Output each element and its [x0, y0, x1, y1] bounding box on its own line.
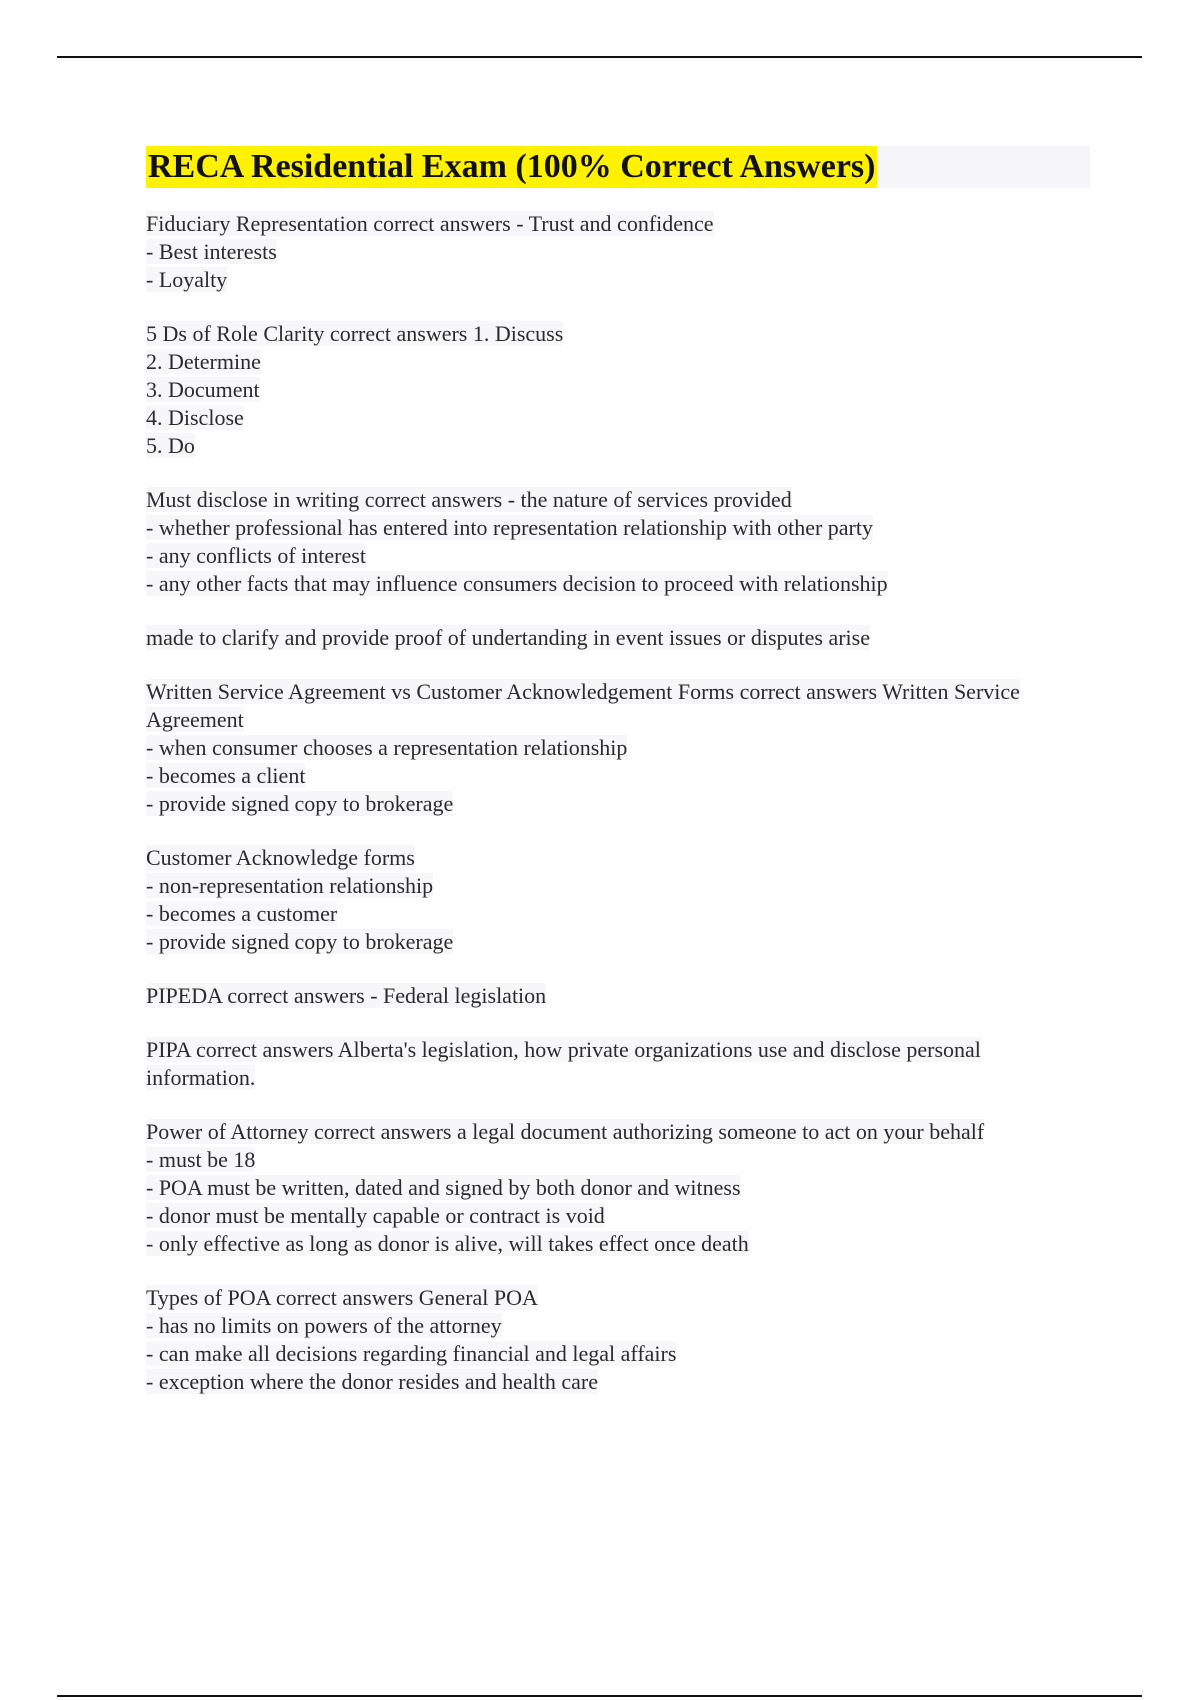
qa-line: - Loyalty — [146, 267, 228, 292]
qa-line: Customer Acknowledge forms — [146, 845, 415, 870]
qa-line: - can make all decisions regarding financial and legal affairs — [146, 1341, 677, 1366]
top-rule — [57, 56, 1142, 58]
qa-line: 5 Ds of Role Clarity correct answers 1. Discuss — [146, 321, 564, 346]
qa-line: - any conflicts of interest — [146, 543, 366, 568]
qa-line: - whether professional has entered into representation relationship with other party — [146, 515, 873, 540]
qa-line: - donor must be mentally capable or contract is void — [146, 1203, 605, 1228]
qa-line: - provide signed copy to brokerage — [146, 791, 454, 816]
qa-line: 2. Determine — [146, 349, 261, 374]
qa-line: - becomes a client — [146, 763, 306, 788]
qa-block — [146, 678, 1090, 818]
bottom-rule — [57, 1695, 1142, 1697]
qa-line: - POA must be written, dated and signed by both donor and witness — [146, 1175, 741, 1200]
qa-line: Types of POA correct answers General POA — [146, 1285, 538, 1310]
qa-line: - non-representation relationship — [146, 873, 434, 898]
qa-line: Must disclose in writing correct answers - the nature of services provided — [146, 487, 792, 512]
qa-line: - becomes a customer — [146, 901, 338, 926]
qa-line: 5. Do — [146, 433, 195, 458]
qa-line: Power of Attorney correct answers a legal document authorizing someone to act on your behalf — [146, 1119, 985, 1144]
qa-line: made to clarify and provide proof of undertanding in event issues or disputes arise — [146, 625, 870, 650]
qa-line: - when consumer chooses a representation relationship — [146, 735, 628, 760]
qa-block — [146, 1036, 1090, 1092]
qa-line: Written Service Agreement vs Customer Acknowledgement Forms correct answers Written Service Agreement — [146, 679, 1020, 732]
qa-list — [146, 210, 1090, 1396]
qa-line: - only effective as long as donor is alive, will takes effect once death — [146, 1231, 749, 1256]
qa-block — [146, 624, 1090, 652]
qa-line: - any other facts that may influence consumers decision to proceed with relationship — [146, 571, 888, 596]
document-body — [146, 146, 1090, 1422]
qa-line: Fiduciary Representation correct answers - Trust and confidence — [146, 211, 714, 236]
qa-block — [146, 844, 1090, 956]
qa-line: PIPA correct answers Alberta's legislation, how private organizations use and disclose personal information. — [146, 1037, 981, 1090]
title-band — [146, 146, 1090, 188]
qa-line: PIPEDA correct answers - Federal legislation — [146, 983, 547, 1008]
qa-block — [146, 320, 1090, 460]
document-title: RECA Residential Exam (100% Correct Answers) — [146, 146, 877, 188]
qa-block — [146, 1118, 1090, 1258]
qa-block — [146, 210, 1090, 294]
qa-line: - provide signed copy to brokerage — [146, 929, 454, 954]
qa-block — [146, 982, 1090, 1010]
qa-line: - exception where the donor resides and health care — [146, 1369, 599, 1394]
qa-line: - has no limits on powers of the attorney — [146, 1313, 502, 1338]
qa-block — [146, 486, 1090, 598]
qa-line: 3. Document — [146, 377, 260, 402]
qa-block — [146, 1284, 1090, 1396]
qa-line: 4. Disclose — [146, 405, 244, 430]
qa-line: - Best interests — [146, 239, 277, 264]
qa-line: - must be 18 — [146, 1147, 256, 1172]
